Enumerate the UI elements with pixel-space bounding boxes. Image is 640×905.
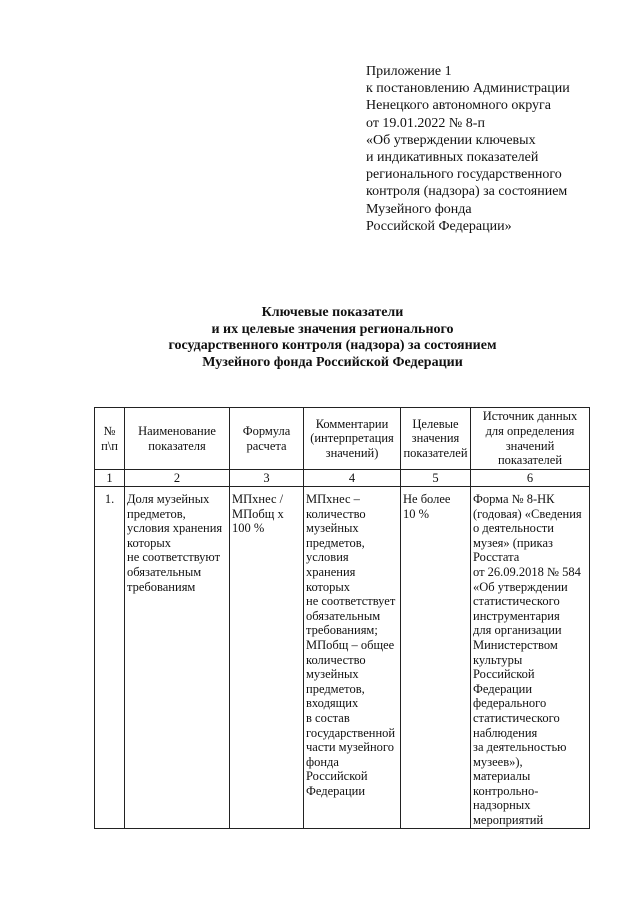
cell-text: музея» (приказ: [473, 535, 553, 550]
cell-text: Не более: [403, 492, 451, 506]
cell-text: Российской: [473, 667, 535, 682]
row-number-cell: [95, 487, 125, 829]
cell-text: фонда: [306, 754, 339, 769]
cell-text: музейных: [306, 521, 359, 536]
cell-text: федерального: [473, 696, 547, 711]
cell-text: Федерации: [473, 681, 533, 696]
cell-text: количество: [306, 506, 366, 521]
indicator-name-cell: [125, 487, 230, 829]
cell-text: предметов,: [127, 506, 186, 521]
header-text: Комментарии: [315, 416, 389, 431]
header-text: показателей: [497, 453, 563, 468]
row-number: 1.: [104, 492, 115, 506]
column-number: 3: [230, 470, 304, 487]
appendix-line: Ненецкого автономного округа: [366, 98, 551, 114]
header-text: показателя: [148, 438, 206, 453]
column-number: 1: [95, 470, 125, 487]
appendix-line: контроля (надзора) за состоянием: [366, 184, 568, 200]
cell-text: культуры: [473, 652, 523, 667]
column-number: 2: [125, 470, 230, 487]
cell-text: от 26.09.2018 № 584: [473, 564, 581, 579]
cell-text: Федерации: [306, 783, 366, 798]
header-text: значений): [325, 445, 379, 460]
cell-text: 100 %: [232, 521, 265, 536]
title-line: Ключевые показатели: [261, 305, 404, 320]
appendix-line: «Об утверждении ключевых: [366, 132, 536, 148]
cell-text: условия хранения: [127, 521, 223, 536]
cell-text: музейных: [306, 667, 359, 682]
title-line: государственного контроля (надзора) за состоянием: [168, 338, 497, 353]
cell-text: «Об утверждении: [473, 579, 568, 594]
cell-text: которых: [306, 579, 350, 594]
formula-cell: [230, 487, 304, 829]
cell-text: МПхнес /: [232, 492, 284, 506]
header-text: Наименование: [138, 423, 216, 438]
cell-text: государственной: [306, 725, 396, 740]
cell-text: для организации: [473, 623, 562, 638]
cell-text: количество: [306, 652, 366, 667]
header-text: (интерпретация: [310, 431, 394, 446]
cell-text: Российской: [306, 769, 368, 784]
table-header-row: [95, 408, 590, 470]
cell-text: предметов,: [306, 681, 365, 696]
title-line: и их целевые значения регионального: [211, 321, 454, 337]
header-text: Источник данных: [482, 409, 578, 424]
appendix-block: [366, 63, 626, 235]
header-text: п\п: [101, 438, 118, 453]
cell-text: требованиям;: [306, 623, 378, 638]
header-text: значений: [505, 438, 555, 453]
header-text: показателей: [403, 445, 468, 460]
cell-text: Форма № 8-НК: [473, 492, 555, 506]
header-target: [401, 408, 471, 470]
header-name: [125, 408, 230, 470]
header-text: для определения: [485, 423, 575, 438]
column-number: 6: [471, 470, 590, 487]
cell-text: Доля музейных: [127, 492, 210, 506]
appendix-line: и индикативных показателей: [366, 150, 539, 166]
cell-text: материалы: [473, 769, 531, 784]
title-line: Музейного фонда Российской Федерации: [202, 354, 463, 370]
target-value-cell: [401, 487, 471, 829]
cell-text: хранения: [306, 564, 356, 579]
cell-text: инструментария: [473, 608, 560, 623]
appendix-line: регионального государственного: [366, 167, 562, 183]
cell-text: в состав: [306, 710, 350, 725]
header-text: расчета: [246, 438, 287, 453]
cell-text: мероприятий: [473, 813, 544, 828]
cell-text: статистического: [473, 594, 560, 609]
header-source: [471, 408, 590, 470]
cell-text: части музейного: [306, 740, 395, 755]
column-number: 4: [304, 470, 401, 487]
cell-text: МПобщ – общее: [306, 637, 395, 652]
cell-text: наблюдения: [473, 725, 538, 740]
cell-text: музеев»),: [473, 754, 523, 769]
cell-text: Росстата: [473, 550, 520, 565]
appendix-line: Приложение 1: [366, 64, 452, 79]
appendix-line: Российской Федерации»: [366, 218, 512, 234]
cell-text: обязательным: [127, 564, 202, 579]
cell-text: МПобщ х: [232, 506, 284, 521]
document-title: [60, 305, 605, 371]
comments-cell: [304, 487, 401, 829]
cell-text: предметов,: [306, 535, 365, 550]
header-formula: [230, 408, 304, 470]
data-source-cell: [471, 487, 590, 829]
header-text: Формула: [242, 423, 291, 438]
cell-text: 10 %: [403, 506, 430, 521]
appendix-line: от 19.01.2022 № 8-п: [366, 115, 485, 131]
column-number-row: [95, 470, 590, 487]
cell-text: не соответствуют: [127, 550, 221, 565]
table-row: [95, 487, 590, 829]
cell-text: Министерством: [473, 637, 558, 652]
cell-text: МПхнес –: [306, 492, 360, 506]
cell-text: не соответствует: [306, 594, 396, 609]
cell-text: (годовая) «Сведения: [473, 506, 582, 521]
header-number: [95, 408, 125, 470]
header-text: значения: [411, 431, 460, 446]
cell-text: за деятельностью: [473, 740, 567, 755]
cell-text: контрольно-: [473, 783, 539, 798]
header-comments: [304, 408, 401, 470]
cell-text: статистического: [473, 710, 560, 725]
cell-text: которых: [127, 535, 171, 550]
header-text: №: [103, 423, 116, 438]
cell-text: обязательным: [306, 608, 381, 623]
cell-text: надзорных: [473, 798, 531, 813]
column-number: 5: [401, 470, 471, 487]
cell-text: требованиям: [127, 579, 196, 594]
cell-text: условия: [306, 550, 349, 565]
cell-text: о деятельности: [473, 521, 554, 536]
appendix-line: к постановлению Администрации: [366, 81, 570, 97]
indicators-table: [94, 407, 590, 829]
cell-text: входящих: [306, 696, 359, 711]
appendix-line: Музейного фонда: [366, 201, 472, 217]
header-text: Целевые: [412, 416, 459, 431]
